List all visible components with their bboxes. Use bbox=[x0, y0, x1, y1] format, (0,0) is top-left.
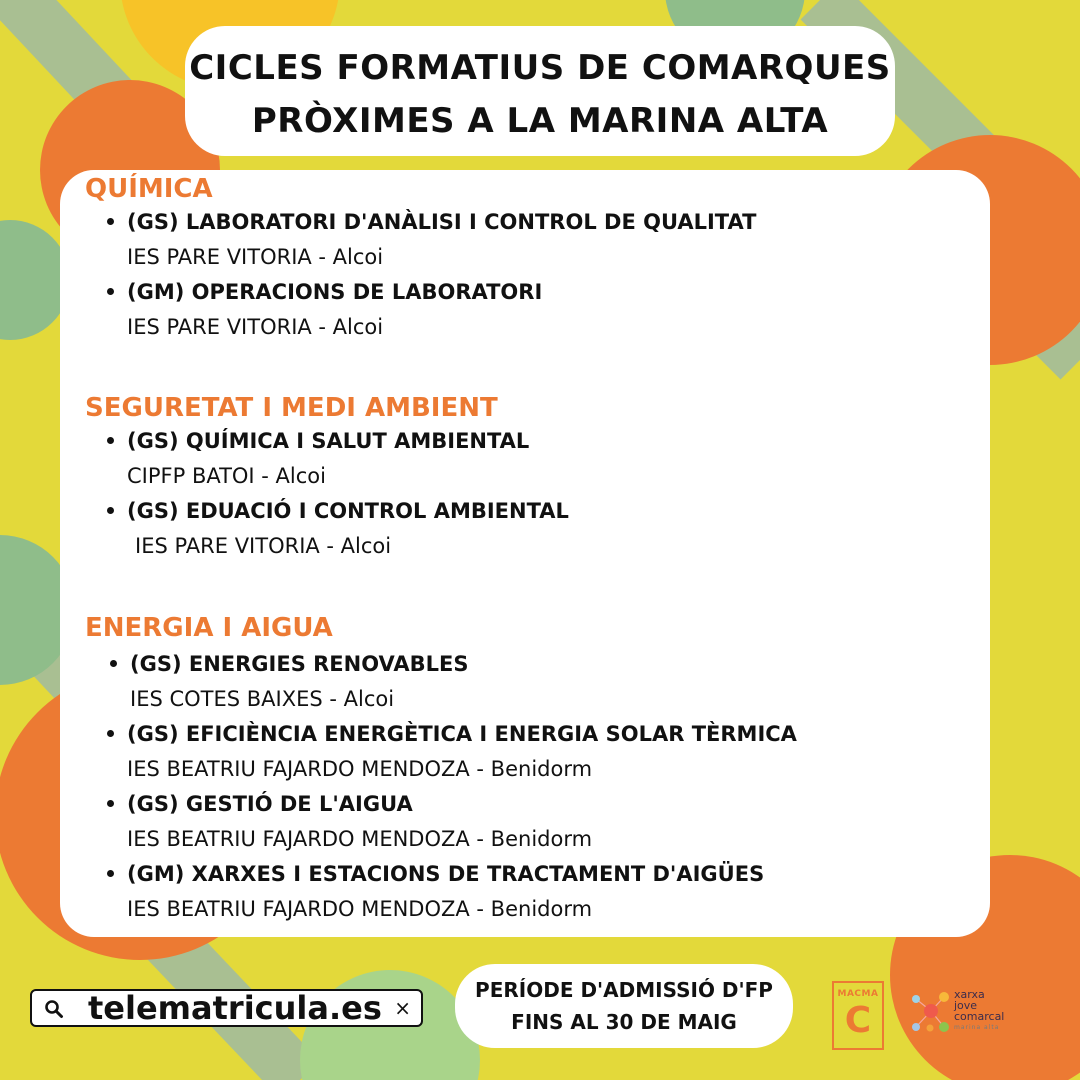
bullet-icon bbox=[110, 660, 117, 667]
list-item bbox=[85, 275, 756, 345]
list-item bbox=[85, 647, 797, 717]
close-icon[interactable]: × bbox=[394, 996, 411, 1020]
section-energia bbox=[85, 612, 797, 927]
macma-letter: C bbox=[844, 1000, 872, 1041]
section-quimica bbox=[85, 173, 756, 345]
course-list bbox=[85, 424, 569, 564]
course-list bbox=[85, 205, 756, 345]
course-name: (GS) EFICIÈNCIA ENERGÈTICA I ENERGIA SOLAR TÈRMICA bbox=[127, 722, 797, 746]
course-name: (GM) XARXES I ESTACIONS DE TRACTAMENT D'AIGÜES bbox=[127, 862, 765, 886]
course-name: (GS) GESTIÓ DE L'AIGUA bbox=[127, 792, 413, 816]
xarxa-sub: marina alta bbox=[954, 1024, 1000, 1031]
course-center: CIPFP BATOI - Alcoi bbox=[127, 464, 326, 488]
xarxa-line1: xarxa bbox=[954, 988, 985, 1001]
course-name: (GM) OPERACIONS DE LABORATORI bbox=[127, 280, 543, 304]
xarxa-text bbox=[954, 989, 1004, 1022]
list-item bbox=[85, 424, 569, 494]
list-item bbox=[85, 494, 569, 564]
course-list bbox=[85, 647, 797, 927]
bullet-icon bbox=[107, 288, 114, 295]
admission-line1: PERÍODE D'ADMISSIÓ D'FP bbox=[475, 978, 773, 1002]
list-item bbox=[85, 787, 797, 857]
bullet-icon bbox=[107, 730, 114, 737]
page-title-box bbox=[185, 26, 895, 156]
courses-card bbox=[60, 170, 990, 937]
course-name: (GS) LABORATORI D'ANÀLISI I CONTROL DE QUALITAT bbox=[127, 210, 757, 234]
course-center: IES PARE VITORIA - Alcoi bbox=[127, 315, 384, 339]
section-title: ENERGIA I AIGUA bbox=[85, 613, 333, 643]
section-seguretat bbox=[85, 392, 569, 564]
list-item bbox=[85, 857, 797, 927]
course-center: IES BEATRIU FAJARDO MENDOZA - Benidorm bbox=[127, 897, 593, 921]
course-center: IES PARE VITORIA - Alcoi bbox=[127, 245, 384, 269]
macma-label: MACMA bbox=[837, 989, 879, 999]
xarxa-line2: jove bbox=[954, 999, 978, 1012]
list-item bbox=[85, 205, 756, 275]
section-title: SEGURETAT I MEDI AMBIENT bbox=[85, 393, 498, 423]
list-item bbox=[85, 717, 797, 787]
macma-logo bbox=[832, 981, 884, 1050]
course-center: IES BEATRIU FAJARDO MENDOZA - Benidorm bbox=[127, 757, 593, 781]
section-title: QUÍMICA bbox=[85, 174, 213, 204]
xarxa-network-icon bbox=[908, 987, 954, 1037]
xarxa-jove-logo bbox=[908, 987, 1028, 1037]
course-center: IES BEATRIU FAJARDO MENDOZA - Benidorm bbox=[127, 827, 593, 851]
bullet-icon bbox=[107, 218, 114, 225]
search-input[interactable]: telematricula.es bbox=[88, 989, 382, 1027]
course-name: (GS) EDUACIÓ I CONTROL AMBIENTAL bbox=[127, 499, 569, 523]
bullet-icon bbox=[107, 437, 114, 444]
page-title-line2: PRÒXIMES A LA MARINA ALTA bbox=[251, 101, 829, 141]
bullet-icon bbox=[107, 800, 114, 807]
admission-line2: FINS AL 30 DE MAIG bbox=[511, 1010, 737, 1034]
search-bar[interactable] bbox=[30, 989, 423, 1027]
bullet-icon bbox=[107, 870, 114, 877]
search-icon bbox=[44, 999, 64, 1023]
admission-box bbox=[455, 964, 793, 1048]
bullet-icon bbox=[107, 507, 114, 514]
course-center: IES COTES BAIXES - Alcoi bbox=[130, 687, 395, 711]
course-name: (GS) ENERGIES RENOVABLES bbox=[130, 652, 469, 676]
course-center: IES PARE VITORIA - Alcoi bbox=[135, 534, 392, 558]
xarxa-line3: comarcal bbox=[954, 1010, 1005, 1023]
page-title-line1: CICLES FORMATIUS DE COMARQUES bbox=[189, 48, 891, 88]
course-name: (GS) QUÍMICA I SALUT AMBIENTAL bbox=[127, 429, 530, 453]
